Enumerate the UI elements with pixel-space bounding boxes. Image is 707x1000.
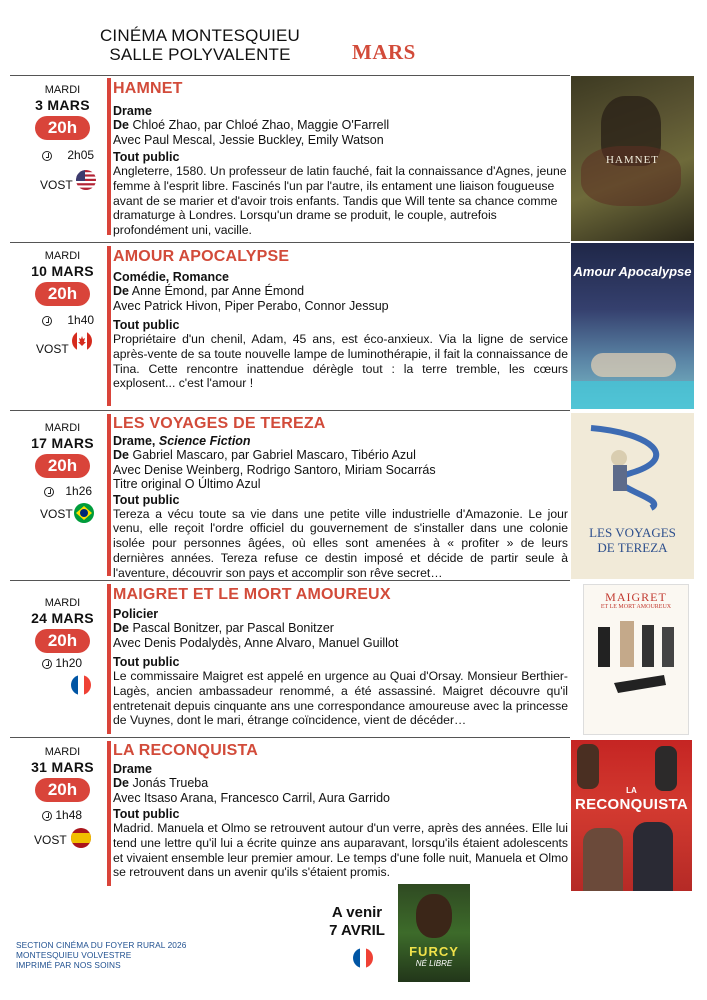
poster-title: HAMNET	[605, 154, 660, 166]
poster-title	[571, 525, 694, 555]
director-label: De	[113, 448, 129, 462]
poster-title-line1: MAIGRET	[605, 590, 667, 604]
audience: Tout public	[113, 150, 180, 164]
genre: Drame	[113, 104, 152, 118]
film-poster	[571, 740, 692, 891]
director-label: De	[113, 118, 129, 132]
audience: Tout public	[113, 655, 180, 669]
screening-date	[20, 746, 105, 802]
director: Anne Émond, par Anne Émond	[131, 284, 305, 298]
screening-date	[20, 84, 105, 140]
film-poster	[571, 243, 694, 409]
duration	[42, 148, 94, 162]
clock-icon	[42, 811, 52, 821]
france-flag-icon	[71, 675, 91, 695]
showtime-badge: 20h	[35, 629, 90, 653]
director-line	[113, 776, 568, 791]
film-poster	[571, 76, 694, 241]
weekday: MARDI	[44, 597, 81, 609]
synopsis: Tereza a vécu toute sa vie dans une petite ville industrielle d'Amazonie. Le jour venu, elle reçoit l'ordre officiel du gouvernement de s'installer dans une colonie isolée pour personnes âgées, où elles sont amenées à « profiter » de leurs dernières années. Tereza refuse ce destin imposé et décide de partir seule à l'aventure, découvrir son pays et accomplir son rêve secret…	[113, 506, 568, 580]
clock-icon	[44, 487, 54, 497]
duration	[44, 484, 92, 498]
director-line	[113, 284, 568, 299]
language-version: VOST	[34, 833, 67, 847]
clock-icon	[42, 659, 52, 669]
screening-date	[20, 422, 105, 478]
poster-title-line2: NÉ LIBRE	[415, 959, 453, 968]
audience: Tout public	[113, 318, 180, 332]
divider	[10, 737, 570, 738]
director-label: De	[113, 621, 129, 635]
poster-title-line1: LA	[626, 786, 637, 795]
accent-bar	[107, 78, 111, 235]
film-details	[113, 415, 568, 580]
film-poster	[583, 584, 689, 735]
cast: Avec Denis Podalydès, Anne Alvaro, Manuel Guillot	[113, 635, 399, 650]
divider	[10, 75, 570, 76]
footer-line: MONTESQUIEU VOLVESTRE	[16, 950, 132, 960]
accent-bar	[107, 741, 111, 886]
genre	[113, 434, 568, 448]
genre: Policier	[113, 607, 159, 621]
poster-title: Amour Apocalypse	[573, 264, 692, 279]
accent-bar	[107, 414, 111, 576]
accent-bar	[107, 246, 111, 406]
duration	[42, 313, 94, 327]
poster-title-line1: FURCY	[409, 944, 459, 959]
audience: Tout public	[113, 492, 180, 507]
cinema-name-line2: SALLE POLYVALENTE	[109, 45, 291, 64]
showtime-badge: 20h	[35, 454, 90, 478]
weekday: MARDI	[44, 422, 81, 434]
film-poster	[571, 413, 694, 579]
director: Pascal Bonitzer, par Pascal Bonitzer	[132, 621, 334, 635]
film-title: HAMNET	[113, 80, 183, 97]
genre: Comédie, Romance	[113, 270, 230, 284]
language-version: VOST	[36, 342, 69, 356]
accent-bar	[107, 584, 111, 734]
poster-title-line1: LES VOYAGES	[589, 525, 676, 540]
usa-flag-icon	[76, 170, 96, 190]
genre-secondary: Science Fiction	[158, 434, 251, 448]
poster-title-line2: RECONQUISTA	[574, 796, 689, 813]
figures-illustration	[584, 613, 689, 703]
audience: Tout public	[113, 807, 180, 821]
director-label: De	[113, 776, 129, 790]
spain-flag-icon	[71, 828, 91, 848]
upcoming-date: 7 AVRIL	[329, 922, 385, 939]
duration	[42, 656, 82, 670]
film-details	[113, 248, 568, 391]
director: Gabriel Mascaro, par Gabriel Mascaro, Tibério Azul	[132, 448, 416, 462]
synopsis: Propriétaire d'un chenil, Adam, 45 ans, est éco-anxieux. Via la ligne de service après-vente de sa toute nouvelle lampe de luminothérapie, il fait la connaissance de Tina. Cette rencontre inattendue dérègle tout : la terre tremble, les cœurs explosent... c'est l'amour !	[113, 332, 568, 391]
director: Chloé Zhao, par Chloé Zhao, Maggie O'Farrell	[132, 118, 390, 132]
showtime-badge: 20h	[35, 778, 90, 802]
france-flag-icon	[353, 948, 373, 968]
screening-date	[20, 597, 105, 653]
date: 24 MARS	[31, 610, 94, 626]
weekday: MARDI	[44, 250, 81, 262]
synopsis: Angleterre, 1580. Un professeur de latin fauché, fait la connaissance d'Agnes, jeune femme à l'esprit libre. Fascinés l'un par l'autre, ils entament une liaison fougueuse avant de se marier et d'avoir trois enfants. Tandis que Will tente sa chance comme dramaturge à Londres. Lorsqu'un drame se produit, le couple, autrefois profondément uni, vacille.	[113, 164, 567, 238]
film-details	[113, 742, 568, 880]
synopsis: Madrid. Manuela et Olmo se retrouvent autour d'un verre, après des années. Elle lui tend une lettre qu'il lui a écrite quinze ans auparavant, lorsqu'ils étaient adolescents et vivaient ensemble leur premier amour. Le temps d'une folle nuit, Manuela et Olmo se retrouvent dans un avenir qu'ils s'étaient promis.	[113, 821, 568, 880]
film-title: LA RECONQUISTA	[113, 742, 259, 759]
upcoming-label	[312, 904, 402, 940]
cast: Avec Patrick Hivon, Piper Perabo, Connor Jessup	[113, 298, 389, 313]
director-line	[113, 621, 568, 636]
duration-value: 1h26	[65, 484, 93, 498]
original-title: Titre original O Último Azul	[113, 477, 261, 491]
date: 3 MARS	[35, 97, 90, 113]
film-title: LES VOYAGES DE TEREZA	[113, 415, 326, 432]
date: 10 MARS	[31, 263, 94, 279]
date: 31 MARS	[31, 759, 94, 775]
canada-flag-icon	[72, 331, 92, 351]
duration	[42, 808, 82, 822]
divider	[10, 242, 570, 243]
weekday: MARDI	[44, 84, 81, 96]
duration-value: 2h05	[67, 148, 95, 162]
clock-icon	[42, 151, 52, 161]
language-version: VOST	[40, 507, 73, 521]
cast: Avec Itsaso Arana, Francesco Carril, Aura Garrido	[113, 790, 390, 805]
weekday: MARDI	[44, 746, 81, 758]
duration-value: 1h48	[55, 808, 83, 822]
screening-date	[20, 250, 105, 306]
director-line	[113, 448, 568, 463]
language-version: VOST	[40, 178, 73, 192]
director-label: De	[113, 284, 129, 298]
footer-credits	[16, 940, 186, 970]
upcoming-film-poster	[398, 884, 470, 982]
director-line	[113, 118, 568, 133]
showtime-badge: 20h	[35, 116, 90, 140]
film-title: AMOUR APOCALYPSE	[113, 248, 290, 265]
poster-title-line2: ET LE MORT AMOUREUX	[600, 604, 672, 610]
month-title: MARS	[352, 40, 416, 64]
upcoming-heading: A venir	[331, 904, 383, 921]
director: Jonás Trueba	[132, 776, 209, 790]
brazil-flag-icon	[74, 503, 94, 523]
poster-title-line2: DE TEREZA	[597, 540, 668, 555]
synopsis: Le commissaire Maigret est appelé en urgence au Quai d'Orsay. Monsieur Berthier-Lagès, ancien ambassadeur renommé, a été assassiné. Maigret découvre qu'il entretenait depuis cinquante ans une correspondance amoureuse avec la princesse de Vuynes, dont le mari, étrange coïncidence, vient de décéder…	[113, 669, 568, 728]
genre-main: Drame,	[113, 434, 156, 448]
film-title: MAIGRET ET LE MORT AMOUREUX	[113, 586, 391, 603]
cinema-name	[70, 26, 330, 64]
film-details	[113, 586, 568, 728]
duration-value: 1h20	[55, 656, 83, 670]
cast: Avec Denise Weinberg, Rodrigo Santoro, Miriam Socarrás	[113, 462, 436, 477]
duration-value: 1h40	[67, 313, 95, 327]
film-details	[113, 80, 568, 238]
cinema-name-line1: CINÉMA MONTESQUIEU	[99, 26, 301, 45]
footer-line: IMPRIMÉ PAR NOS SOINS	[16, 960, 121, 970]
cast: Avec Paul Mescal, Jessie Buckley, Emily Watson	[113, 132, 384, 147]
footer-line: SECTION CINÉMA DU FOYER RURAL 2026	[16, 940, 187, 950]
clock-icon	[42, 316, 52, 326]
showtime-badge: 20h	[35, 282, 90, 306]
genre: Drame	[113, 762, 152, 776]
date: 17 MARS	[31, 435, 94, 451]
divider	[10, 410, 570, 411]
